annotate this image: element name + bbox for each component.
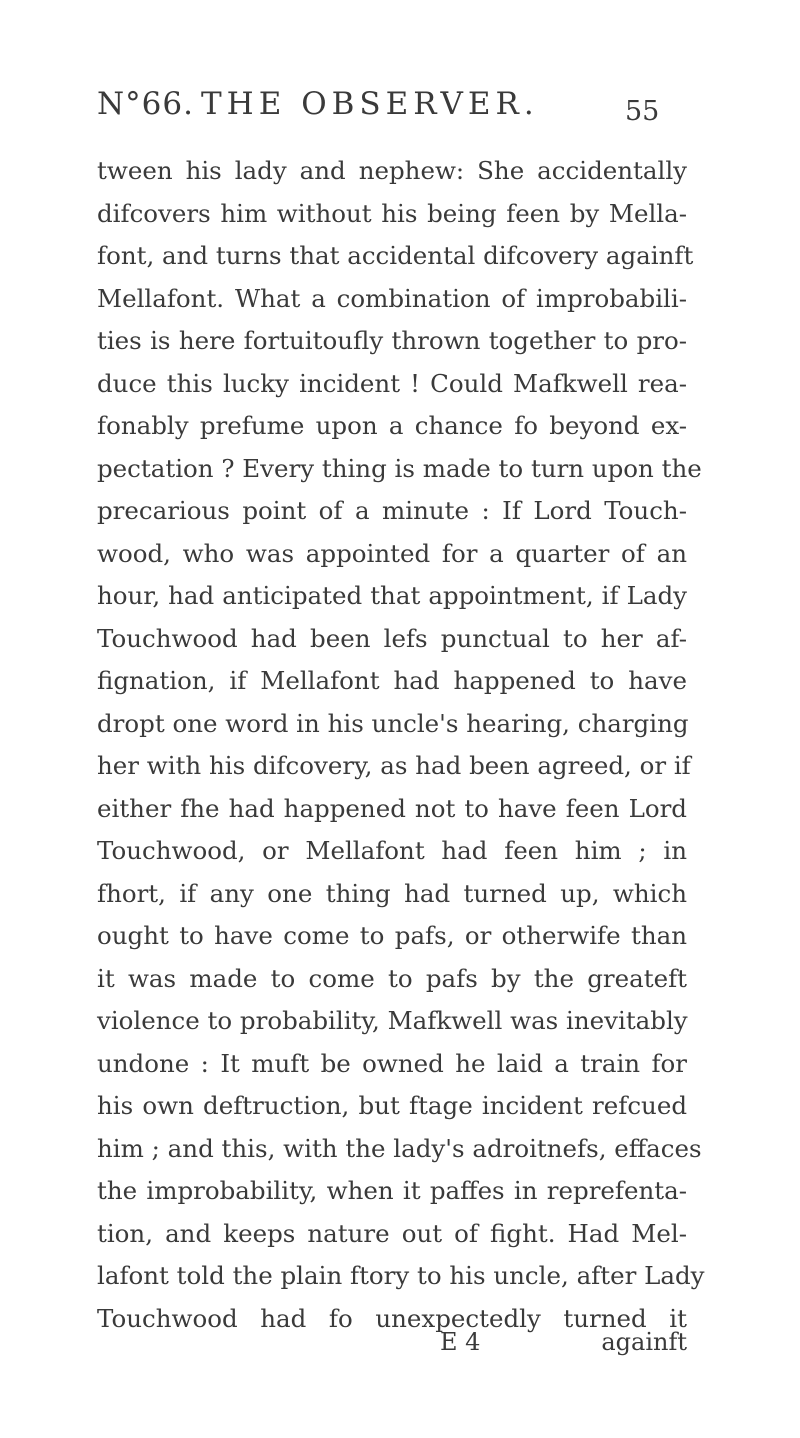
text-line: tween his lady and nephew: She accidentally [97,156,687,185]
text-line: hour, had anticipated that appointment, if Lady [97,581,687,610]
text-line: duce this lucky incident ! Could Mafkwell rea- [97,368,687,398]
body-text [97,150,705,1340]
text-line: difcovers him without his being feen by Mella- [97,198,687,228]
text-line: undone : It muft be owned he laid a train for [97,1048,687,1078]
text-line: her with his difcovery, as had been agreed, or if [97,751,691,780]
running-header [97,86,660,136]
running-title: THE OBSERVER. [201,86,539,122]
page-footer [97,1328,687,1370]
text-line: Mellafont. What a combination of improbabili- [97,283,687,313]
text-line: his own deftruction, but ftage incident refcued [97,1091,687,1120]
text-line: either fhe had happened not to have feen Lord [97,793,687,823]
signature-mark: E 4 [440,1328,481,1356]
text-line: the improbability, when it paffes in reprefenta- [97,1176,687,1205]
text-line: dropt one word in his uncle's hearing, charging [97,708,689,738]
text-line: fignation, if Mellafont had happened to have [97,666,687,695]
issue-number: N°66. [97,86,194,122]
text-line: precarious point of a minute : If Lord Touch- [97,496,687,525]
text-line: fonably prefume upon a chance fo beyond ex- [97,411,687,440]
text-line: fhort, if any one thing had turned up, which [97,878,687,908]
page-number: 55 [625,96,660,127]
text-line: Touchwood, or Mellafont had feen him ; in [97,836,687,865]
text-line: font, and turns that accidental difcovery againft [97,241,694,270]
text-line: Touchwood had fo unexpectedly turned it [97,1303,687,1333]
text-line: ought to have come to pafs, or otherwife than [97,921,687,950]
text-line: tion, and keeps nature out of fight. Had Mel- [97,1218,687,1248]
text-line: Touchwood had been lefs punctual to her af- [97,623,687,653]
text-line: wood, who was appointed for a quarter of an [97,538,687,568]
text-line: pectation ? Every thing is made to turn upon the [97,453,702,483]
catchword: againft [601,1328,687,1356]
text-line: lafont told the plain ftory to his uncle, after Lady [97,1261,705,1290]
text-line: it was made to come to pafs by the greateft [97,963,687,993]
text-line: ties is here fortuitoufly thrown together to pro- [97,326,687,355]
text-line: him ; and this, with the lady's adroitnefs, effaces [97,1133,702,1163]
text-line: violence to probability, Mafkwell was inevitably [97,1006,688,1035]
